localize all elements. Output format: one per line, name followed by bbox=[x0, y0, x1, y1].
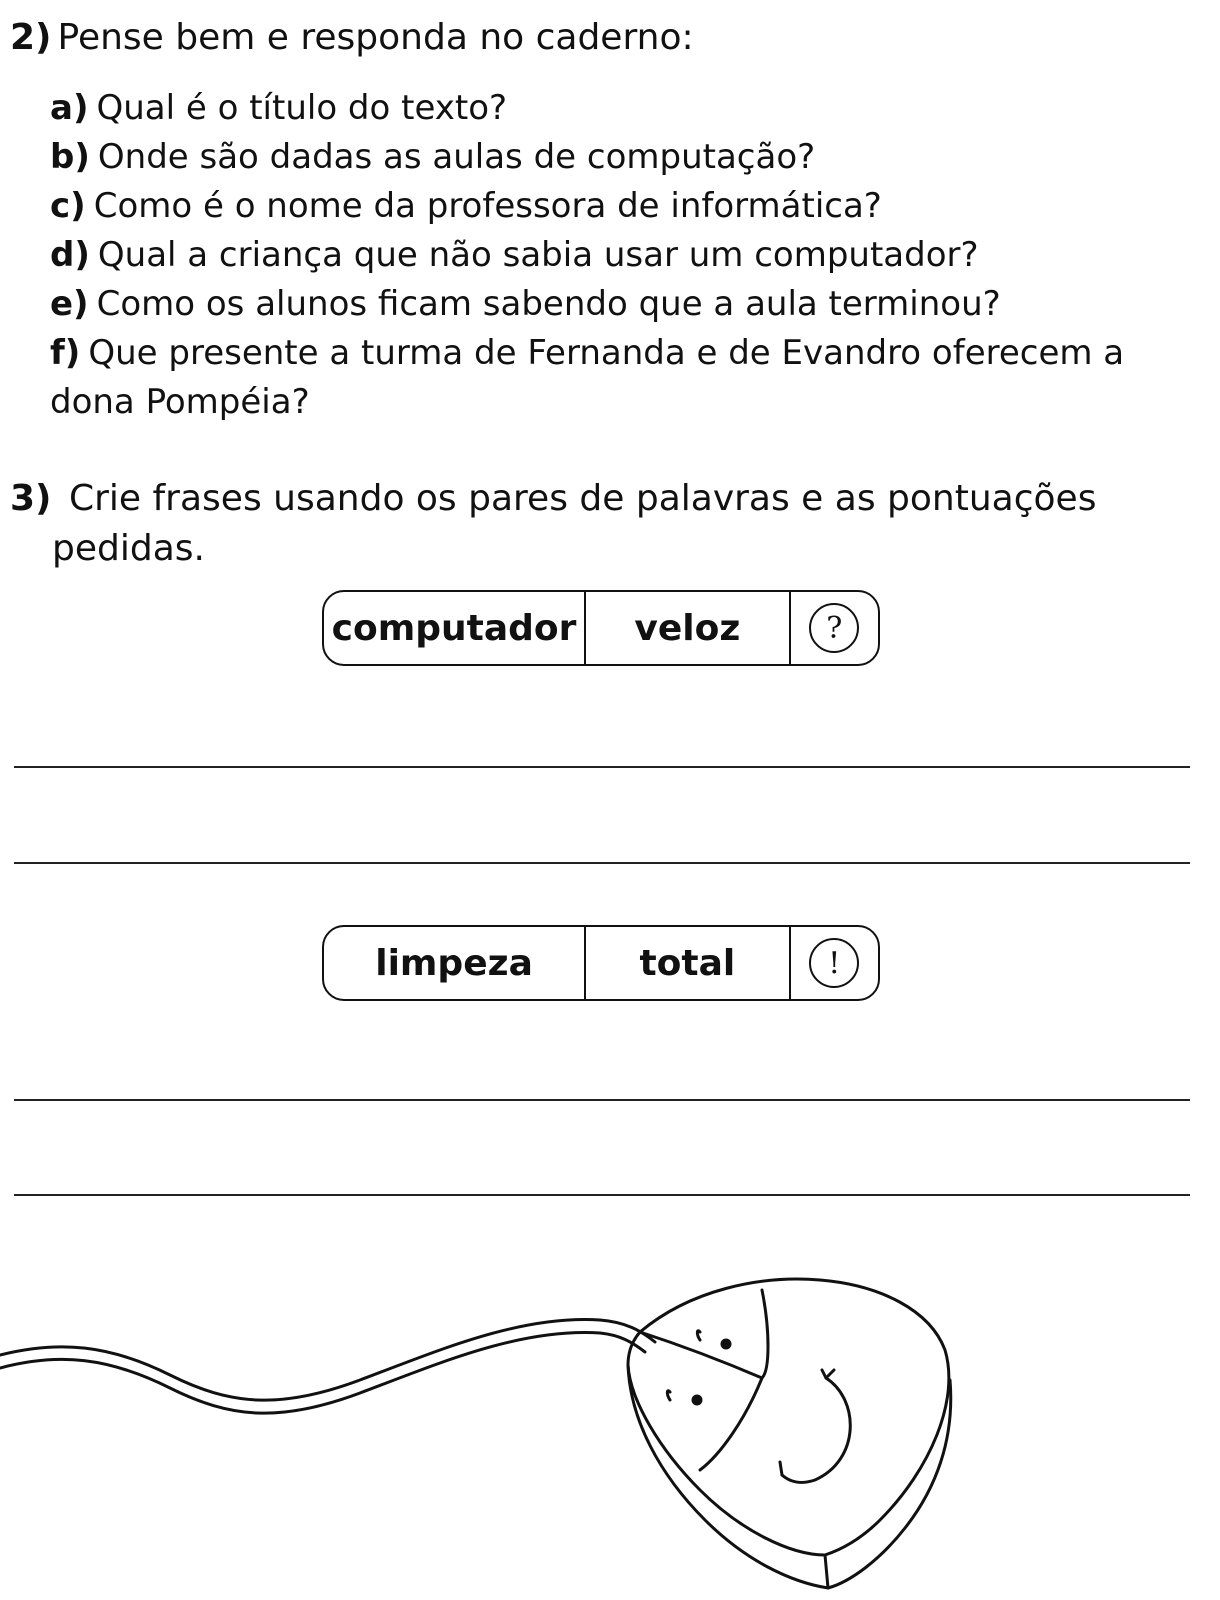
question-number: 3) bbox=[10, 478, 52, 519]
question-mark-icon: ? bbox=[809, 603, 859, 653]
list-item bbox=[50, 84, 1210, 133]
item-text: Qual é o título do texto? bbox=[96, 88, 508, 128]
item-text: Como é o nome da professora de informática? bbox=[93, 186, 882, 226]
punctuation-cell bbox=[791, 927, 878, 999]
question-2-items bbox=[50, 84, 1210, 427]
word-cell: total bbox=[586, 927, 791, 999]
rotate-arrow-icon bbox=[782, 1378, 850, 1482]
item-letter: d) bbox=[50, 235, 90, 275]
word-cell: computador bbox=[324, 592, 586, 664]
mouse-edge bbox=[825, 1380, 951, 1588]
list-item bbox=[50, 329, 1210, 427]
question-prompt-line1: Crie frases usando os pares de palavras e as pontuações bbox=[68, 478, 1097, 519]
item-letter: e) bbox=[50, 284, 89, 324]
answer-line[interactable] bbox=[14, 862, 1190, 864]
word-cell: limpeza bbox=[324, 927, 586, 999]
item-text: Que presente a turma de Fernanda e de Evandro oferecem a dona Pompéia? bbox=[50, 333, 1125, 422]
item-text: Qual a criança que não sabia usar um computador? bbox=[97, 235, 979, 275]
computer-mouse-illustration bbox=[0, 1270, 1220, 1600]
list-item bbox=[50, 133, 1210, 182]
word-pair-box bbox=[322, 925, 880, 1001]
punctuation-cell bbox=[791, 592, 878, 664]
word-cell: veloz bbox=[586, 592, 791, 664]
question-prompt-line2: pedidas. bbox=[52, 528, 205, 569]
list-item bbox=[50, 231, 1210, 280]
answer-line[interactable] bbox=[14, 1194, 1190, 1196]
mouse-button-divider bbox=[700, 1290, 768, 1470]
mouse-body bbox=[628, 1279, 949, 1555]
exclamation-mark-icon: ! bbox=[809, 938, 859, 988]
answer-line[interactable] bbox=[14, 766, 1190, 768]
question-3-title bbox=[10, 474, 1190, 574]
item-letter: b) bbox=[50, 137, 90, 177]
question-prompt: Pense bem e responda no caderno: bbox=[57, 17, 694, 58]
list-item bbox=[50, 280, 1210, 329]
item-letter: f) bbox=[50, 333, 81, 373]
item-letter: c) bbox=[50, 186, 86, 226]
mouse-cable bbox=[0, 1333, 645, 1414]
answer-line[interactable] bbox=[14, 1099, 1190, 1101]
item-text: Onde são dadas as aulas de computação? bbox=[97, 137, 816, 177]
item-letter: a) bbox=[50, 88, 89, 128]
question-2-title bbox=[10, 14, 694, 62]
question-number: 2) bbox=[10, 17, 52, 58]
mouse-cable bbox=[0, 1320, 655, 1401]
mouse-edge bbox=[628, 1365, 828, 1588]
item-text: Como os alunos ficam sabendo que a aula terminou? bbox=[96, 284, 1001, 324]
word-pair-box bbox=[322, 590, 880, 666]
list-item bbox=[50, 182, 1210, 231]
